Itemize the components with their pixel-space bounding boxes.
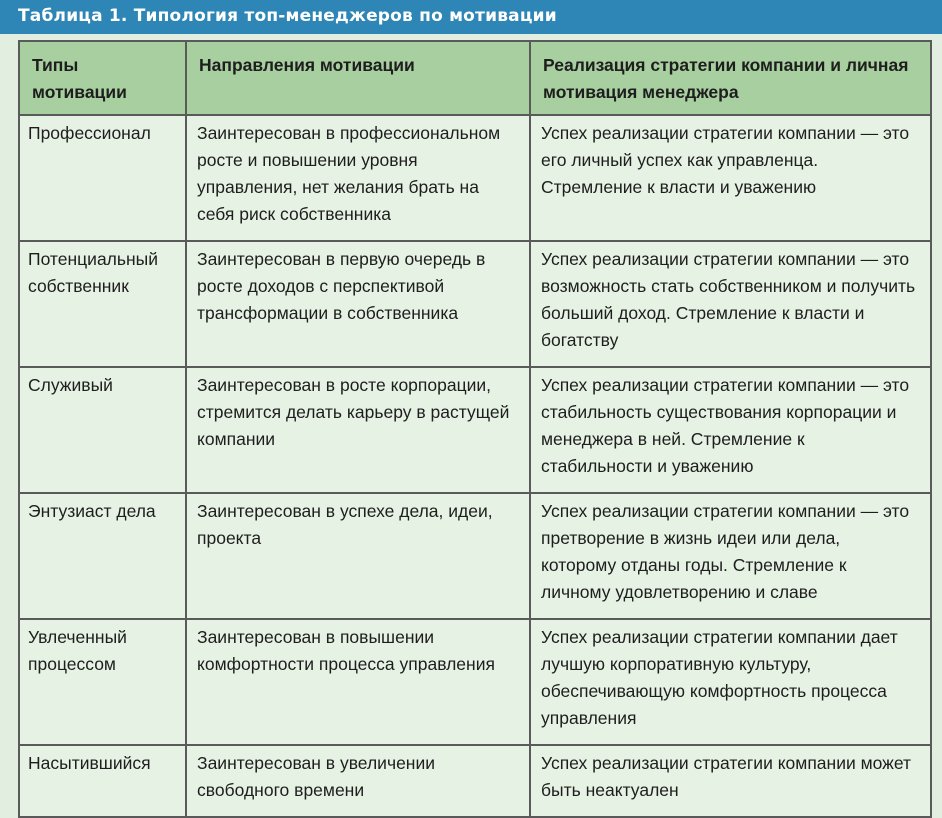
cell-type: Энтузиаст дела: [19, 493, 186, 619]
cell-direction: Заинтересован в первую очередь в росте доходов с перспективой трансформации в собственника: [186, 241, 530, 367]
header-row: [19, 41, 931, 115]
cell-type: Увлеченный процессом: [19, 619, 186, 745]
table-title-bar: [0, 0, 942, 34]
cell-direction: Заинтересован в профессиональном росте и повышении уровня управления, нет желания брать на себя риск собственника: [186, 115, 530, 241]
table-row: [19, 493, 931, 619]
cell-direction: Заинтересован в повышении комфортности процесса управления: [186, 619, 530, 745]
cell-type: Насытившийся: [19, 745, 186, 817]
table-row: [19, 367, 931, 493]
cell-direction: Заинтересован в росте корпорации, стремится делать карьеру в растущей компании: [186, 367, 530, 493]
cell-direction: Заинтересован в увеличении свободного времени: [186, 745, 530, 817]
table-row: [19, 241, 931, 367]
table-row: [19, 115, 931, 241]
cell-type: Профессионал: [19, 115, 186, 241]
motivation-table: [18, 40, 930, 804]
cell-realization: Успех реализации стратегии компании — это претворение в жизнь идеи или дела, которому отданы годы. Стремление к личному удовлетворению и славе: [530, 493, 931, 619]
table-title: Таблица 1. Типология топ-менеджеров по мотивации: [18, 6, 557, 26]
table-row: [19, 619, 931, 745]
cell-direction: Заинтересован в успехе дела, идеи, проекта: [186, 493, 530, 619]
cell-realization: Успех реализации стратегии компании может быть неактуален: [530, 745, 931, 817]
table-row: [19, 745, 931, 817]
header-motivation-directions: Направления мотивации: [186, 41, 530, 115]
cell-type: Служивый: [19, 367, 186, 493]
cell-realization: Успех реализации стратегии компании дает лучшую корпоративную культуру, обеспечивающую комфортность процесса управления: [530, 619, 931, 745]
header-strategy-realization: Реализация стратегии компании и личная мотивация менеджера: [530, 41, 931, 115]
cell-type: Потенциальный собственник: [19, 241, 186, 367]
cell-realization: Успех реализации стратегии компании — это его личный успех как управленца. Стремление к власти и уважению: [530, 115, 931, 241]
header-motivation-types: Типы мотивации: [19, 41, 186, 115]
cell-realization: Успех реализации стратегии компании — это возможность стать собственником и получить больший доход. Стремление к власти и богатству: [530, 241, 931, 367]
cell-realization: Успех реализации стратегии компании — это стабильность существования корпорации и менеджера в ней. Стремление к стабильности и уважению: [530, 367, 931, 493]
